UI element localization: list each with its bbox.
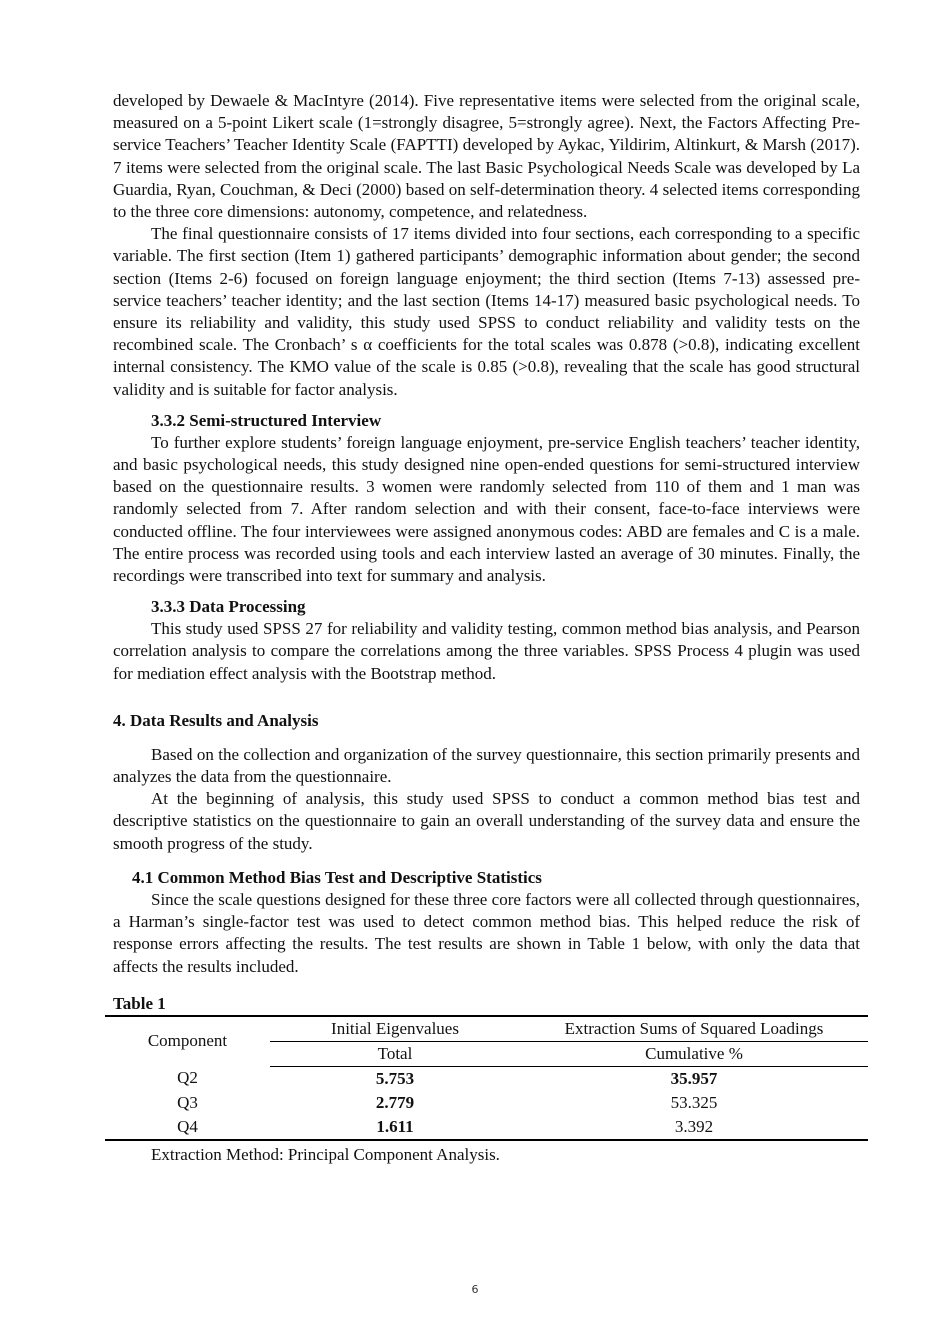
cell-component: Q3 <box>177 1092 198 1112</box>
section-heading: 3.3.3 Data Processing <box>151 597 306 617</box>
column-header-component: Component <box>105 1016 270 1067</box>
table-row <box>105 1066 868 1091</box>
table-label: Table 1 <box>113 993 166 1013</box>
table-row <box>105 1091 868 1115</box>
table-row <box>105 1115 868 1140</box>
data-table <box>105 1015 868 1141</box>
cell-component: Q4 <box>105 1115 270 1140</box>
paragraph: Based on the collection and organization of the survey questionnaire, this section primarily presents and analyzes the data from the questionnaire. <box>113 744 860 787</box>
column-header-total: Total <box>270 1041 520 1066</box>
cell-total: 5.753 <box>375 1068 415 1088</box>
section-heading: 4.1 Common Method Bias Test and Descriptive Statistics <box>132 867 542 887</box>
table-note: Extraction Method: Principal Component Analysis. <box>151 1144 500 1164</box>
cell-total: 1.611 <box>270 1115 520 1140</box>
paragraph: Since the scale questions designed for these three core factors were all collected through questionnaires, a Harman’s single-factor test was used to detect common method bias. This helped reduce the risk of response errors affecting the results. The test results are shown in Table 1 below, with only the data that affects the results included. <box>113 889 860 976</box>
column-group-extraction-sums: Extraction Sums of Squared Loadings <box>520 1016 868 1042</box>
paragraph: This study used SPSS 27 for reliability and validity testing, common method bias analysis, and Pearson correlation analysis to compare the correlations among the three variables. SPSS Process 4 plugin was used for mediation effect analysis with the Bootstrap method. <box>113 619 860 683</box>
page-number: 6 <box>471 1283 479 1296</box>
section-heading: 4. Data Results and Analysis <box>113 710 319 730</box>
column-group-initial-eigenvalues: Initial Eigenvalues <box>270 1016 520 1042</box>
cell-cumulative: 53.325 <box>670 1092 718 1112</box>
paragraph: At the beginning of analysis, this study used SPSS to conduct a common method bias test and descriptive statistics on the questionnaire to gain an overall understanding of the survey data and ensure the smooth progress of the study. <box>113 789 860 853</box>
column-header-cumulative: Cumulative % <box>520 1041 868 1066</box>
table-header-row <box>105 1016 868 1042</box>
cell-cumulative: 3.392 <box>520 1115 868 1140</box>
page-body <box>113 90 860 1166</box>
paragraph: developed by Dewaele & MacIntyre (2014). Five representative items were selected from the original scale, measured on a 5-point Likert scale (1=strongly disagree, 5=strongly agree). Next, the Factors Affecting Pre-service Teachers’ Teacher Identity Scale (FAPTTI) developed by Aykac, Yildirim, Altinkurt, & Marsh (2017). 7 items were selected from the original scale. The last Basic Psychological Needs Scale was developed by La Guardia, Ryan, Couchman, & Deci (2000) based on self-determination theory. 4 selected items corresponding to the three core dimensions: autonomy, competence, and relatedness. <box>113 91 860 222</box>
paragraph: The final questionnaire consists of 17 items divided into four sections, each corresponding to a specific variable. The first section (Item 1) gathered participants’ demographic information about gender; the second section (Items 2-6) focused on foreign language enjoyment; the third section (Items 7-13) assessed pre-service teachers’ teacher identity; and the last section (Items 14-17) measured basic psychological needs. To ensure its reliability and validity, this study used SPSS to conduct reliability and validity tests on the recombined scale. The Cronbach’ s α coefficients for the total scales was 0.878 (>0.8), indicating excellent internal consistency. The KMO value of the scale is 0.85 (>0.8), revealing that the scale has good structural validity and is suitable for factor analysis. <box>113 224 860 399</box>
cell-component: Q2 <box>177 1068 198 1088</box>
paragraph: To further explore students’ foreign language enjoyment, pre-service English teachers’ teacher identity, and basic psychological needs, this study designed nine open-ended questions for semi-structured interview based on the questionnaire results. 3 women were randomly selected from 110 of them and 1 man was randomly selected from 7. After random selection and with their consent, face-to-face interviews were conducted offline. The four interviewees were assigned anonymous codes: ABD are females and C is a male. The entire process was recorded using tools and each interview lasted an average of 30 minutes. Finally, the recordings were transcribed into text for summary and analysis. <box>113 432 860 586</box>
cell-total: 2.779 <box>375 1092 415 1112</box>
section-heading: 3.3.2 Semi-structured Interview <box>151 410 382 430</box>
cell-cumulative: 35.957 <box>670 1068 718 1088</box>
